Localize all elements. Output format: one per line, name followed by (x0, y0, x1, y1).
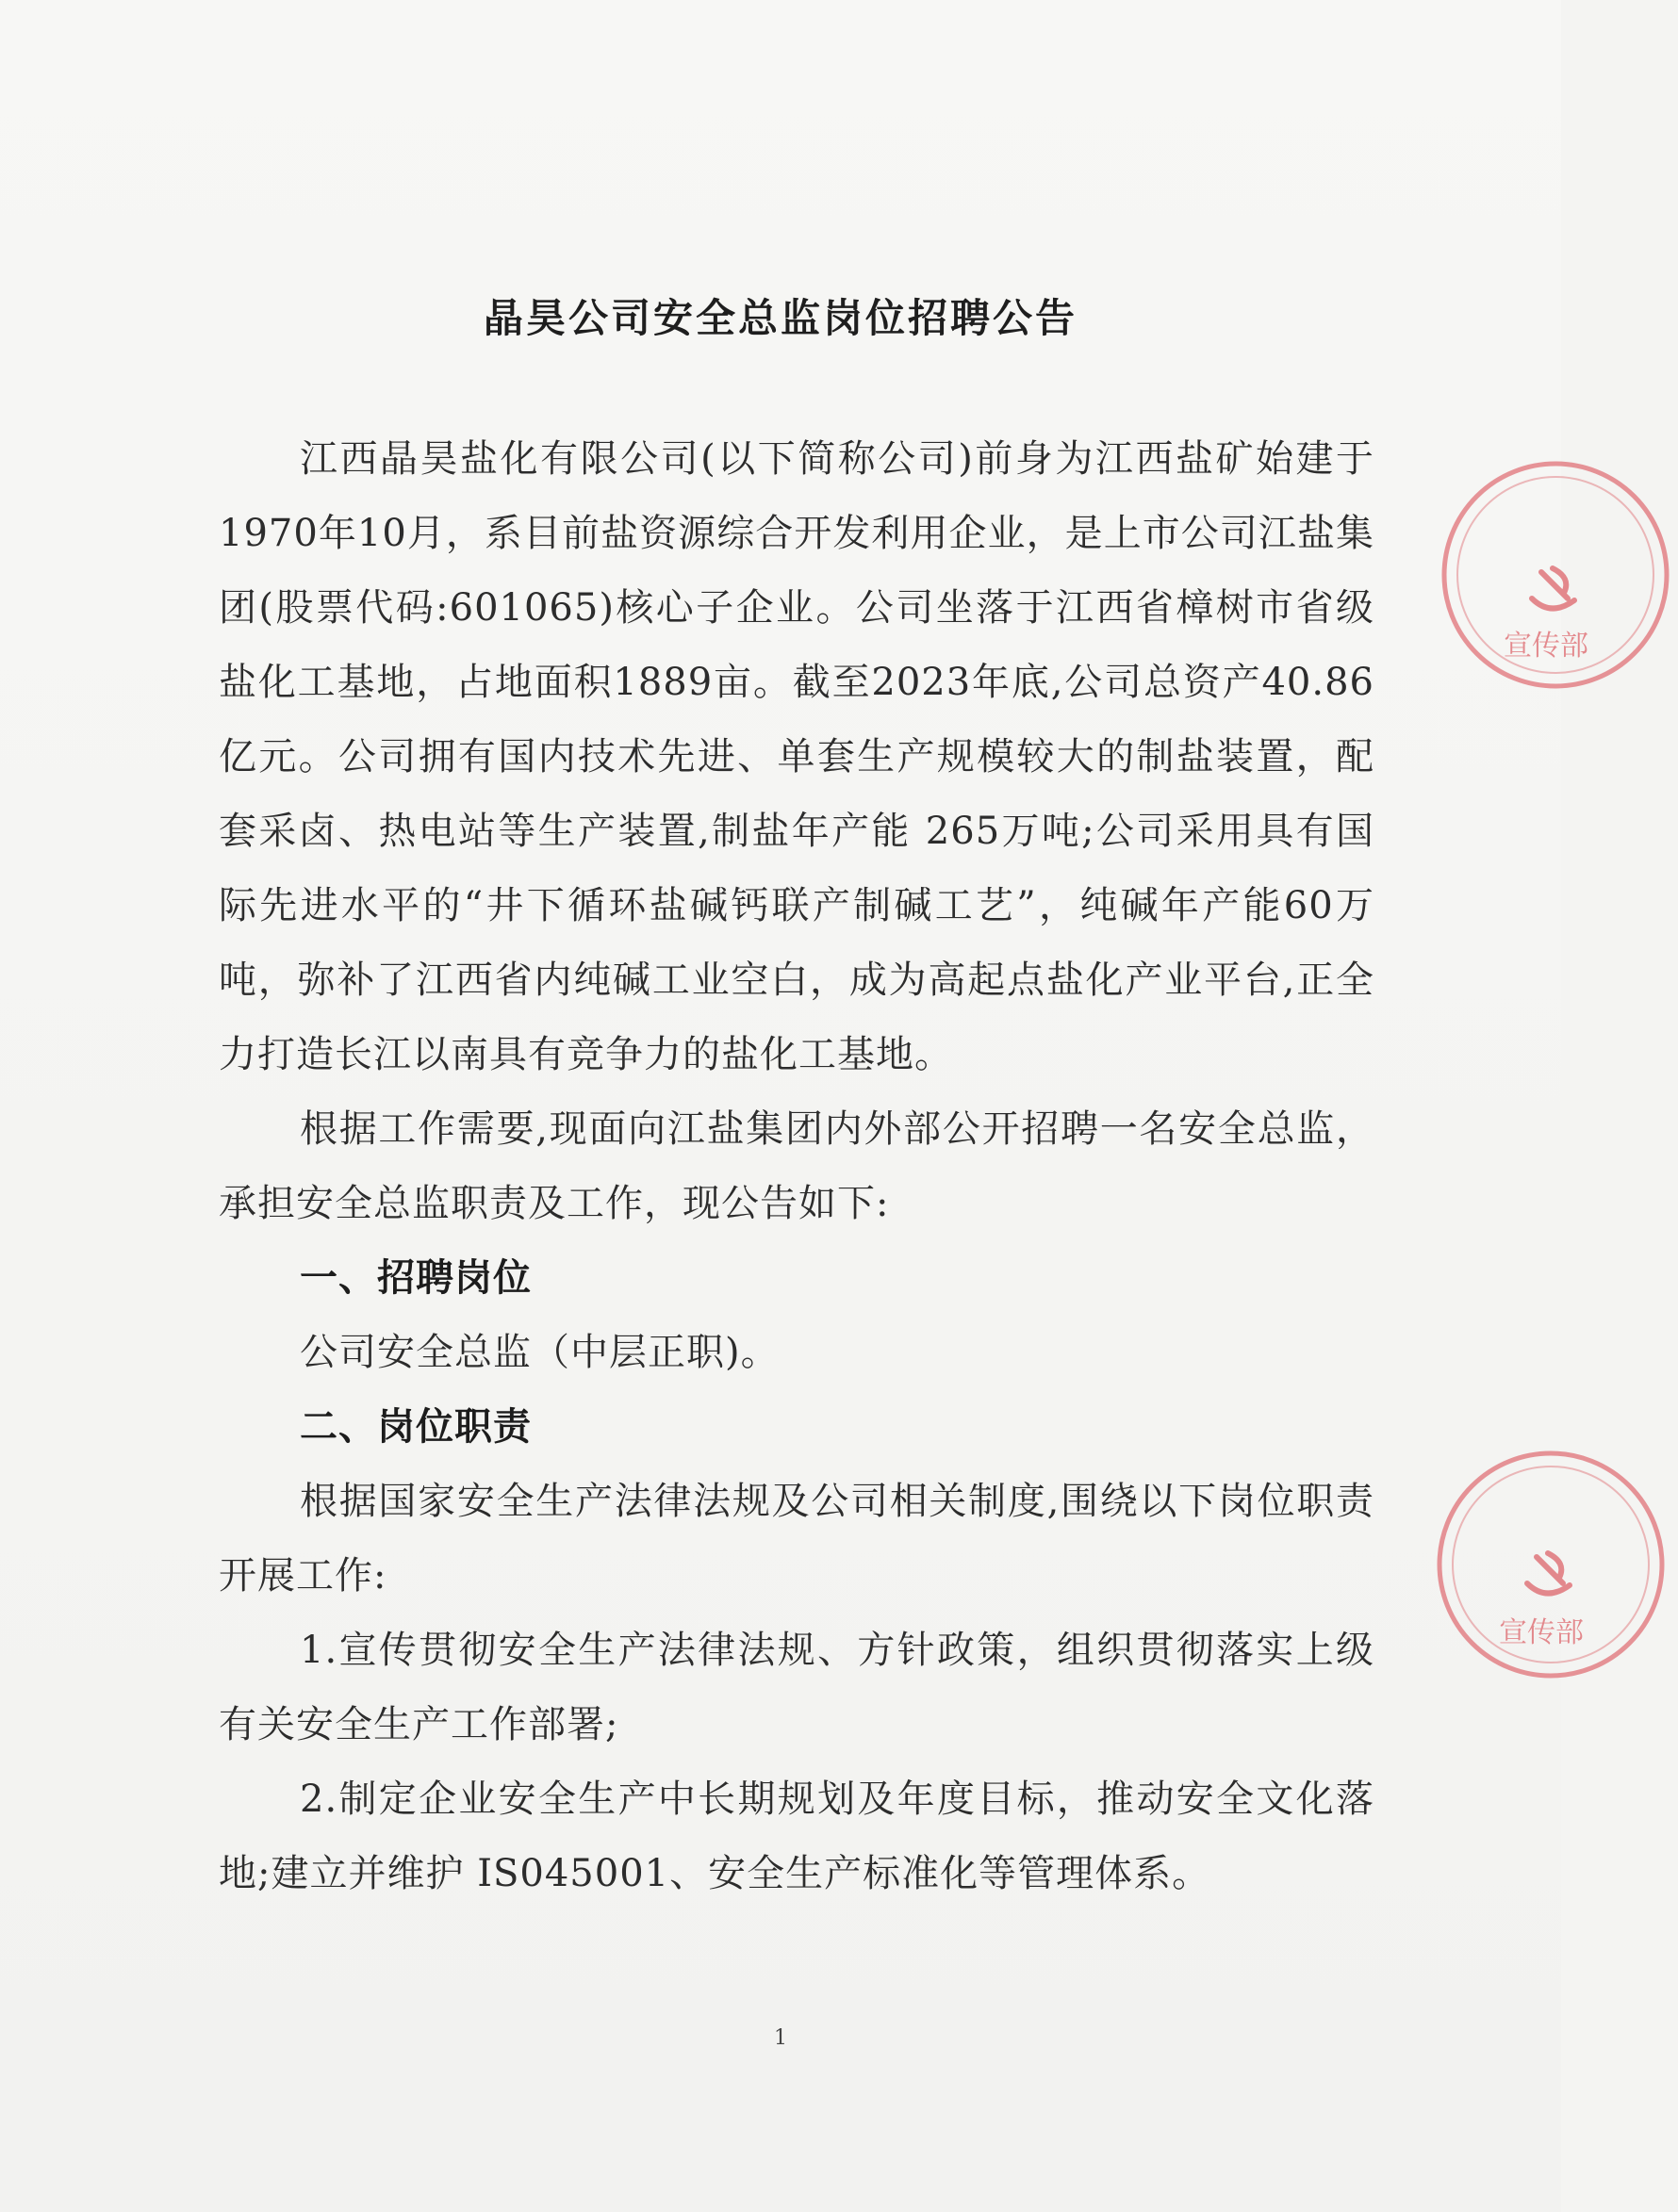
seal-text: 宣传部 (1499, 1616, 1584, 1649)
position-paragraph: 公司安全总监（中层正职)。 (300, 1331, 780, 1374)
seal-stamp-icon (1433, 452, 1678, 697)
document-title: 晶昊公司安全总监岗位招聘公告 (483, 295, 1078, 341)
seal-stamp-icon (1428, 1442, 1673, 1687)
document-body (219, 422, 1374, 1911)
seal-text: 宣传部 (1504, 630, 1588, 663)
purpose-paragraph: 根据工作需要,现面向江盐集团内外部公开招聘一名安全总监，承担安全总监职责及工作，现公告如下: (219, 1107, 1374, 1225)
duty-item-2: 2.制定企业安全生产中长期规划及年度目标，推动安全文化落地;建立并维护 IS045001、安全生产标准化等管理体系。 (219, 1778, 1374, 1895)
duty-item-1: 1.宣传贯彻安全生产法律法规、方针政策，组织贯彻落实上级有关安全生产工作部署; (219, 1629, 1374, 1746)
duties-intro-paragraph: 根据国家安全生产法律法规及公司相关制度,围绕以下岗位职责开展工作: (219, 1480, 1374, 1598)
section-heading-duties: 二、岗位职责 (300, 1405, 532, 1449)
intro-paragraph: 江西晶昊盐化有限公司(以下简称公司)前身为江西盐矿始建于1970年10月，系目前盐资源综合开发利用企业，是上市公司江盐集团(股票代码:601065)核心子企业。公司坐落于江西省樟树市省级盐化工基地，占地面积1889亩。截至2023年底,公司总资产40.86亿元。公司拥有国内技术先进、单套生产规模较大的制盐装置，配套采卤、热电站等生产装置,制盐年产能 265万吨;公司采用具有国际先进水平的“井下循环盐碱钙联产制碱工艺”，纯碱年产能60万吨，弥补了江西省内纯碱工业空白，成为高起点盐化产业平台,正全力打造长江以南具有竞争力的盐化工基地。 (219, 437, 1374, 1076)
page-number: 1 (774, 2026, 787, 2050)
section-heading-position: 一、招聘岗位 (300, 1256, 532, 1300)
